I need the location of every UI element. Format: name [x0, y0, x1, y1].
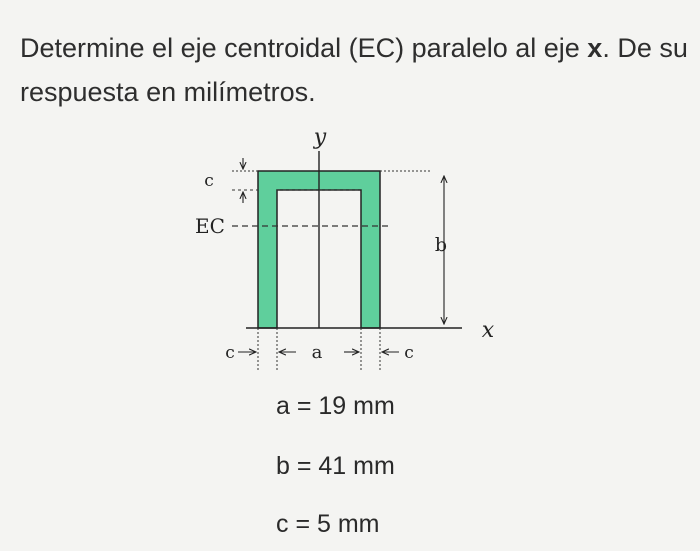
- x-axis-label: x: [481, 318, 495, 343]
- value-b: b = 41 mm: [276, 452, 395, 480]
- value-c: c = 5 mm: [276, 510, 380, 538]
- question-axis-x: x: [587, 33, 603, 63]
- value-a: a = 19 mm: [276, 392, 395, 420]
- question-text-start: Determine el eje centroidal (EC) paralelo al eje: [20, 33, 588, 63]
- centroid-axis-label: EC: [195, 214, 225, 238]
- dim-c-right-label: c: [404, 343, 414, 363]
- dim-c-left-label: c: [225, 343, 235, 363]
- y-axis-label: y: [313, 125, 327, 150]
- dim-c-top-label: c: [204, 171, 214, 191]
- dim-a-label: a: [311, 342, 323, 363]
- question-text-end: . De su respuesta en milímetros.: [20, 33, 688, 107]
- dim-b-label: b: [434, 234, 448, 256]
